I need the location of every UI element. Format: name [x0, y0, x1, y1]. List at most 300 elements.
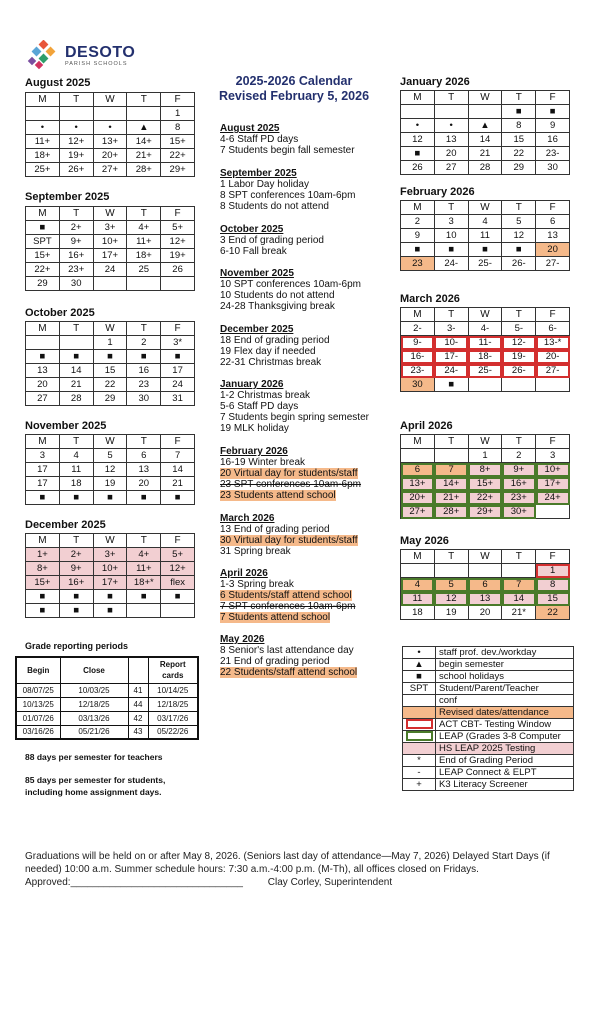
legend-table [402, 646, 574, 791]
day-cell: 12 [93, 463, 127, 477]
day-cell: 21 [161, 477, 195, 491]
weekday-header: T [434, 550, 468, 564]
weekday-header: T [127, 93, 161, 107]
day-cell: 5 [93, 449, 127, 463]
day-cell: 16 [536, 133, 570, 147]
month-title-may: May 2026 [400, 535, 449, 547]
day-cell: 23+ [502, 491, 536, 505]
day-cell: 7 [502, 578, 536, 592]
day-cell: 27+ [93, 163, 127, 177]
day-cell: 29 [26, 277, 60, 291]
weekday-header: M [26, 322, 60, 336]
day-cell: 3 [434, 215, 468, 229]
legend-label: LEAP Connect & ELPT [436, 767, 574, 779]
grading-row [16, 683, 198, 697]
day-cell [536, 378, 570, 392]
day-cell: 11 [468, 229, 502, 243]
events-heading: August 2025 [220, 123, 280, 134]
day-cell: 11 [401, 592, 435, 606]
day-cell: 16- [401, 350, 435, 364]
footer-notes [25, 850, 585, 889]
grading-cell: 05/21/26 [60, 725, 128, 739]
day-cell: 4 [468, 215, 502, 229]
day-cell: ■ [161, 350, 195, 364]
day-cell: 10 [434, 229, 468, 243]
weekday-header: T [127, 435, 161, 449]
legend-row [403, 779, 574, 791]
month-table-nov [25, 434, 195, 505]
day-cell: ■ [26, 491, 60, 505]
day-cell: 28+ [127, 163, 161, 177]
weekday-header: T [434, 91, 468, 105]
day-cell: 5 [502, 215, 536, 229]
day-cell: 10- [434, 336, 468, 350]
day-cell: 2 [127, 336, 161, 350]
day-cell: 20- [536, 350, 570, 364]
grading-cell: 12/18/25 [148, 697, 198, 711]
day-cell: 14 [161, 463, 195, 477]
events-heading: November 2025 [220, 268, 294, 279]
event-line: 18 End of grading period [220, 335, 330, 346]
day-cell: 14+ [434, 477, 468, 491]
day-cell: 15 [93, 364, 127, 378]
weekday-header: W [93, 534, 127, 548]
legend-symbol: - [403, 767, 436, 779]
day-cell: 13+ [401, 477, 435, 491]
grading-cell: 42 [128, 711, 148, 725]
day-cell: 29+ [161, 163, 195, 177]
day-cell: 24- [434, 364, 468, 378]
legend-symbol [403, 743, 436, 755]
day-cell [93, 277, 127, 291]
day-cell: 28+ [434, 505, 468, 519]
day-cell: 9+ [59, 562, 93, 576]
day-cell: SPT [26, 235, 60, 249]
legend-row [403, 707, 574, 719]
day-cell: ■ [59, 491, 93, 505]
day-cell: 2 [401, 215, 435, 229]
event-line: 7 Students begin fall semester [220, 145, 355, 156]
day-cell: 30 [401, 378, 435, 392]
day-cell: • [59, 121, 93, 135]
day-cell: 8+ [468, 463, 502, 477]
weekday-header: T [127, 322, 161, 336]
weekday-header: M [401, 550, 435, 564]
events-jan [220, 379, 398, 434]
weekday-header: W [468, 308, 502, 322]
day-cell: 28 [468, 161, 502, 175]
teacher-days-note: 88 days per semester for teachers [25, 752, 163, 762]
month-table-aug [25, 92, 195, 177]
day-cell: ■ [401, 243, 435, 257]
month-title-apr: April 2026 [400, 420, 453, 432]
events-feb [220, 446, 398, 501]
grading-row [16, 711, 198, 725]
day-cell: 29 [502, 161, 536, 175]
day-cell: 30+ [502, 505, 536, 519]
month-title-oct: October 2025 [25, 307, 95, 319]
day-cell: 19- [502, 350, 536, 364]
day-cell: 14+ [127, 135, 161, 149]
day-cell: 20+ [401, 491, 435, 505]
events-mar [220, 513, 398, 557]
legend-label: LEAP (Grades 3-8 Computer [436, 731, 574, 743]
day-cell: 19+ [59, 149, 93, 163]
day-cell [434, 449, 468, 463]
grading-cell: 43 [128, 725, 148, 739]
day-cell [434, 564, 468, 578]
legend-label: staff prof. dev./workday [436, 647, 574, 659]
day-cell: 18+ [127, 249, 161, 263]
day-cell: 2+ [59, 548, 93, 562]
legend-row [403, 671, 574, 683]
day-cell: 13-* [536, 336, 570, 350]
day-cell: 4+ [127, 548, 161, 562]
month-title-feb: February 2026 [400, 186, 475, 198]
month-table-jan [400, 90, 570, 175]
legend-swatch [406, 707, 433, 717]
day-cell [161, 604, 195, 618]
weekday-header: M [401, 91, 435, 105]
event-line: 19 MLK holiday [220, 423, 289, 434]
day-cell [401, 564, 435, 578]
day-cell: 13+ [93, 135, 127, 149]
day-cell: 21+ [127, 149, 161, 163]
day-cell: 17+ [93, 249, 127, 263]
month-table-sep [25, 206, 195, 291]
day-cell: 2- [401, 322, 435, 336]
weekday-header: F [161, 207, 195, 221]
day-cell: 15+ [161, 135, 195, 149]
day-cell: ■ [502, 105, 536, 119]
day-cell: ■ [26, 350, 60, 364]
weekday-header: M [26, 207, 60, 221]
calendar-title-line2: Revised February 5, 2026 [218, 89, 370, 103]
day-cell: ■ [93, 590, 127, 604]
events-heading: February 2026 [220, 446, 288, 457]
footer-line1: Graduations will be held on or after May 8, 2026. (Seniors last day of attendance—May 7, 2026) Delayed Start Days (if [25, 851, 550, 862]
weekday-header: M [401, 201, 435, 215]
legend-symbol [403, 695, 436, 707]
day-cell: 12+ [59, 135, 93, 149]
day-cell: 24- [434, 257, 468, 271]
day-cell: 16 [127, 364, 161, 378]
day-cell: 18+* [127, 576, 161, 590]
weekday-header: M [401, 308, 435, 322]
legend-symbol: ▲ [403, 659, 436, 671]
event-line: 19 Flex day if needed [220, 346, 316, 357]
day-cell: 21+ [434, 491, 468, 505]
day-cell: 20 [468, 606, 502, 620]
day-cell: 29 [93, 392, 127, 406]
event-line: 1 Labor Day holiday [220, 179, 309, 190]
day-cell: 3+ [93, 548, 127, 562]
day-cell: ■ [161, 590, 195, 604]
day-cell: 7 [161, 449, 195, 463]
day-cell: 22 [536, 606, 570, 620]
day-cell: ■ [127, 590, 161, 604]
month-title-sep: September 2025 [25, 191, 110, 203]
grading-cell: 41 [128, 683, 148, 697]
grading-row [16, 725, 198, 739]
day-cell: 14 [59, 364, 93, 378]
events-heading: December 2025 [220, 324, 294, 335]
day-cell: 16+ [59, 576, 93, 590]
day-cell: 18- [468, 350, 502, 364]
day-cell: 13 [434, 133, 468, 147]
day-cell: ■ [434, 378, 468, 392]
event-line: 7 SPT conferences 10am-6pm [220, 601, 356, 612]
day-cell: 27- [536, 364, 570, 378]
day-cell: 16+ [59, 249, 93, 263]
legend-label: HS LEAP 2025 Testing [436, 743, 574, 755]
day-cell: 9 [536, 119, 570, 133]
events-oct [220, 224, 398, 257]
legend-label: ACT CBT- Testing Window [436, 719, 574, 731]
day-cell [401, 449, 435, 463]
weekday-header: T [502, 308, 536, 322]
day-cell: 17- [434, 350, 468, 364]
day-cell: 21 [59, 378, 93, 392]
day-cell: • [434, 119, 468, 133]
event-line: 1-2 Christmas break [220, 390, 311, 401]
event-line: 22 Students/staff attend school [220, 667, 358, 678]
brand-subtitle: PARISH SCHOOLS [65, 61, 128, 67]
legend-symbol: • [403, 647, 436, 659]
events-heading: September 2025 [220, 168, 297, 179]
day-cell [59, 107, 93, 121]
day-cell: 15+ [468, 477, 502, 491]
legend-row [403, 755, 574, 767]
weekday-header: T [502, 91, 536, 105]
day-cell: 22+ [26, 263, 60, 277]
day-cell [434, 105, 468, 119]
day-cell: 1 [161, 107, 195, 121]
day-cell: ■ [93, 350, 127, 364]
day-cell: 12 [434, 592, 468, 606]
day-cell: 25- [468, 364, 502, 378]
day-cell: flex [161, 576, 195, 590]
footer-line2: needed) 10:00 a.m. Summer schedule hours: 7:30 a.m.-4:00 p.m. (M-Th), all offices closed on Fridays. [25, 864, 479, 875]
weekday-header: W [468, 435, 502, 449]
month-table-apr [400, 434, 570, 519]
day-cell: 12 [401, 133, 435, 147]
day-cell: 12+ [161, 235, 195, 249]
weekday-header: T [59, 322, 93, 336]
weekday-header: W [468, 201, 502, 215]
event-line: 6-10 Fall break [220, 246, 287, 257]
day-cell: 1 [468, 449, 502, 463]
day-cell: • [26, 121, 60, 135]
footer-signer: Clay Corley, Superintendent [267, 877, 393, 888]
brand-name: DESOTO [65, 44, 136, 61]
weekday-header: M [26, 93, 60, 107]
events-nov [220, 268, 398, 312]
day-cell: 19 [93, 477, 127, 491]
day-cell: • [401, 119, 435, 133]
day-cell: 14 [468, 133, 502, 147]
events-may [220, 634, 398, 678]
day-cell [161, 277, 195, 291]
day-cell: 23+ [59, 263, 93, 277]
legend-row [403, 731, 574, 743]
day-cell: 23 [127, 378, 161, 392]
day-cell [26, 107, 60, 121]
weekday-header: F [536, 91, 570, 105]
event-line: 8 SPT conferences 10am-6pm [220, 190, 356, 201]
day-cell: 17 [161, 364, 195, 378]
day-cell [93, 107, 127, 121]
day-cell: ■ [502, 243, 536, 257]
day-cell: 4 [59, 449, 93, 463]
weekday-header: W [468, 91, 502, 105]
weekday-header: T [502, 550, 536, 564]
day-cell: 11+ [26, 135, 60, 149]
day-cell: ■ [127, 350, 161, 364]
weekday-header: T [59, 435, 93, 449]
weekday-header: T [434, 435, 468, 449]
grading-header-days [128, 657, 148, 683]
day-cell: 9- [401, 336, 435, 350]
grade-reporting-table [15, 656, 199, 740]
day-cell: 13 [127, 463, 161, 477]
weekday-header: F [161, 435, 195, 449]
day-cell: 27 [434, 161, 468, 175]
student-days-note: 85 days per semester for students, including home assignment days. [25, 775, 166, 797]
month-title-dec: December 2025 [25, 519, 106, 531]
day-cell: 30 [536, 161, 570, 175]
event-line: 6 Students/staff attend school [220, 590, 352, 601]
day-cell: 19+ [161, 249, 195, 263]
event-line: 10 SPT conferences 10am-6pm [220, 279, 362, 290]
day-cell: 1 [536, 564, 570, 578]
calendar-title [205, 74, 383, 104]
day-cell: 26- [502, 364, 536, 378]
grading-cell: 10/03/25 [60, 683, 128, 697]
grading-cell: 12/18/25 [60, 697, 128, 711]
weekday-header: F [161, 93, 195, 107]
month-title-aug: August 2025 [25, 77, 91, 89]
events-sep [220, 168, 398, 212]
events-heading: January 2026 [220, 379, 284, 390]
day-cell: 17+ [93, 576, 127, 590]
day-cell: ■ [401, 147, 435, 161]
month-table-may [400, 549, 570, 620]
legend-row [403, 659, 574, 671]
day-cell: 22 [502, 147, 536, 161]
day-cell: 25 [127, 263, 161, 277]
legend-symbol [403, 707, 436, 719]
day-cell: 12+ [161, 562, 195, 576]
day-cell: 9+ [502, 463, 536, 477]
day-cell: 30 [59, 277, 93, 291]
weekday-header: M [26, 435, 60, 449]
day-cell: 26 [401, 161, 435, 175]
legend-swatch [406, 743, 433, 753]
day-cell: 26+ [59, 163, 93, 177]
month-table-mar [400, 307, 570, 392]
day-cell: ■ [26, 604, 60, 618]
day-cell: 17+ [536, 477, 570, 491]
event-line: 13 End of grading period [220, 524, 330, 535]
weekday-header: T [59, 93, 93, 107]
day-cell: ■ [536, 105, 570, 119]
event-line: 5-6 Staff PD days [220, 401, 299, 412]
day-cell: ■ [59, 604, 93, 618]
grading-cell: 05/22/26 [148, 725, 198, 739]
day-cell: ■ [26, 590, 60, 604]
weekday-header: M [26, 534, 60, 548]
day-cell: 18 [401, 606, 435, 620]
month-title-jan: January 2026 [400, 76, 470, 88]
day-cell: ▲ [127, 121, 161, 135]
legend-swatch [406, 719, 433, 729]
day-cell [468, 564, 502, 578]
event-line: 1-3 Spring break [220, 579, 294, 590]
day-cell: 5+ [161, 548, 195, 562]
day-cell [127, 107, 161, 121]
weekday-header: T [127, 207, 161, 221]
weekday-header: M [401, 435, 435, 449]
day-cell: ▲ [468, 119, 502, 133]
day-cell: 13 [26, 364, 60, 378]
day-cell: 29+ [468, 505, 502, 519]
event-line: 8 Students do not attend [220, 201, 329, 212]
day-cell: 31 [161, 392, 195, 406]
legend-symbol: * [403, 755, 436, 767]
day-cell: 24+ [536, 491, 570, 505]
day-cell: ■ [93, 604, 127, 618]
grading-row [16, 697, 198, 711]
legend-label: school holidays [436, 671, 574, 683]
weekday-header: T [59, 207, 93, 221]
day-cell: 11+ [127, 562, 161, 576]
day-cell: 28 [59, 392, 93, 406]
day-cell: 10+ [93, 562, 127, 576]
day-cell [468, 378, 502, 392]
day-cell: 13 [536, 229, 570, 243]
weekday-header: F [536, 435, 570, 449]
day-cell: 25+ [26, 163, 60, 177]
day-cell [502, 378, 536, 392]
grading-cell: 10/13/25 [16, 697, 60, 711]
day-cell: 20 [536, 243, 570, 257]
weekday-header: T [127, 534, 161, 548]
weekday-header: T [502, 435, 536, 449]
weekday-header: T [434, 201, 468, 215]
day-cell: 6 [127, 449, 161, 463]
day-cell: 22+ [161, 149, 195, 163]
event-line: 16-19 Winter break [220, 457, 306, 468]
day-cell: 14 [502, 592, 536, 606]
day-cell: ■ [127, 491, 161, 505]
grading-header-close: Close [60, 657, 128, 683]
event-line: 7 Students attend school [220, 612, 331, 623]
events-heading: March 2026 [220, 513, 275, 524]
grade-reporting-title: Grade reporting periods [25, 641, 129, 651]
legend-label: K3 Literacy Screener [436, 779, 574, 791]
event-line: 23 SPT conferences 10am-6pm [220, 479, 362, 490]
events-heading: April 2026 [220, 568, 268, 579]
day-cell: 6 [401, 463, 435, 477]
day-cell: 11 [59, 463, 93, 477]
day-cell: 21 [468, 147, 502, 161]
day-cell: 11+ [127, 235, 161, 249]
legend-label: Revised dates/attendance [436, 707, 574, 719]
weekday-header: F [536, 550, 570, 564]
day-cell: 8 [536, 578, 570, 592]
month-table-feb [400, 200, 570, 271]
